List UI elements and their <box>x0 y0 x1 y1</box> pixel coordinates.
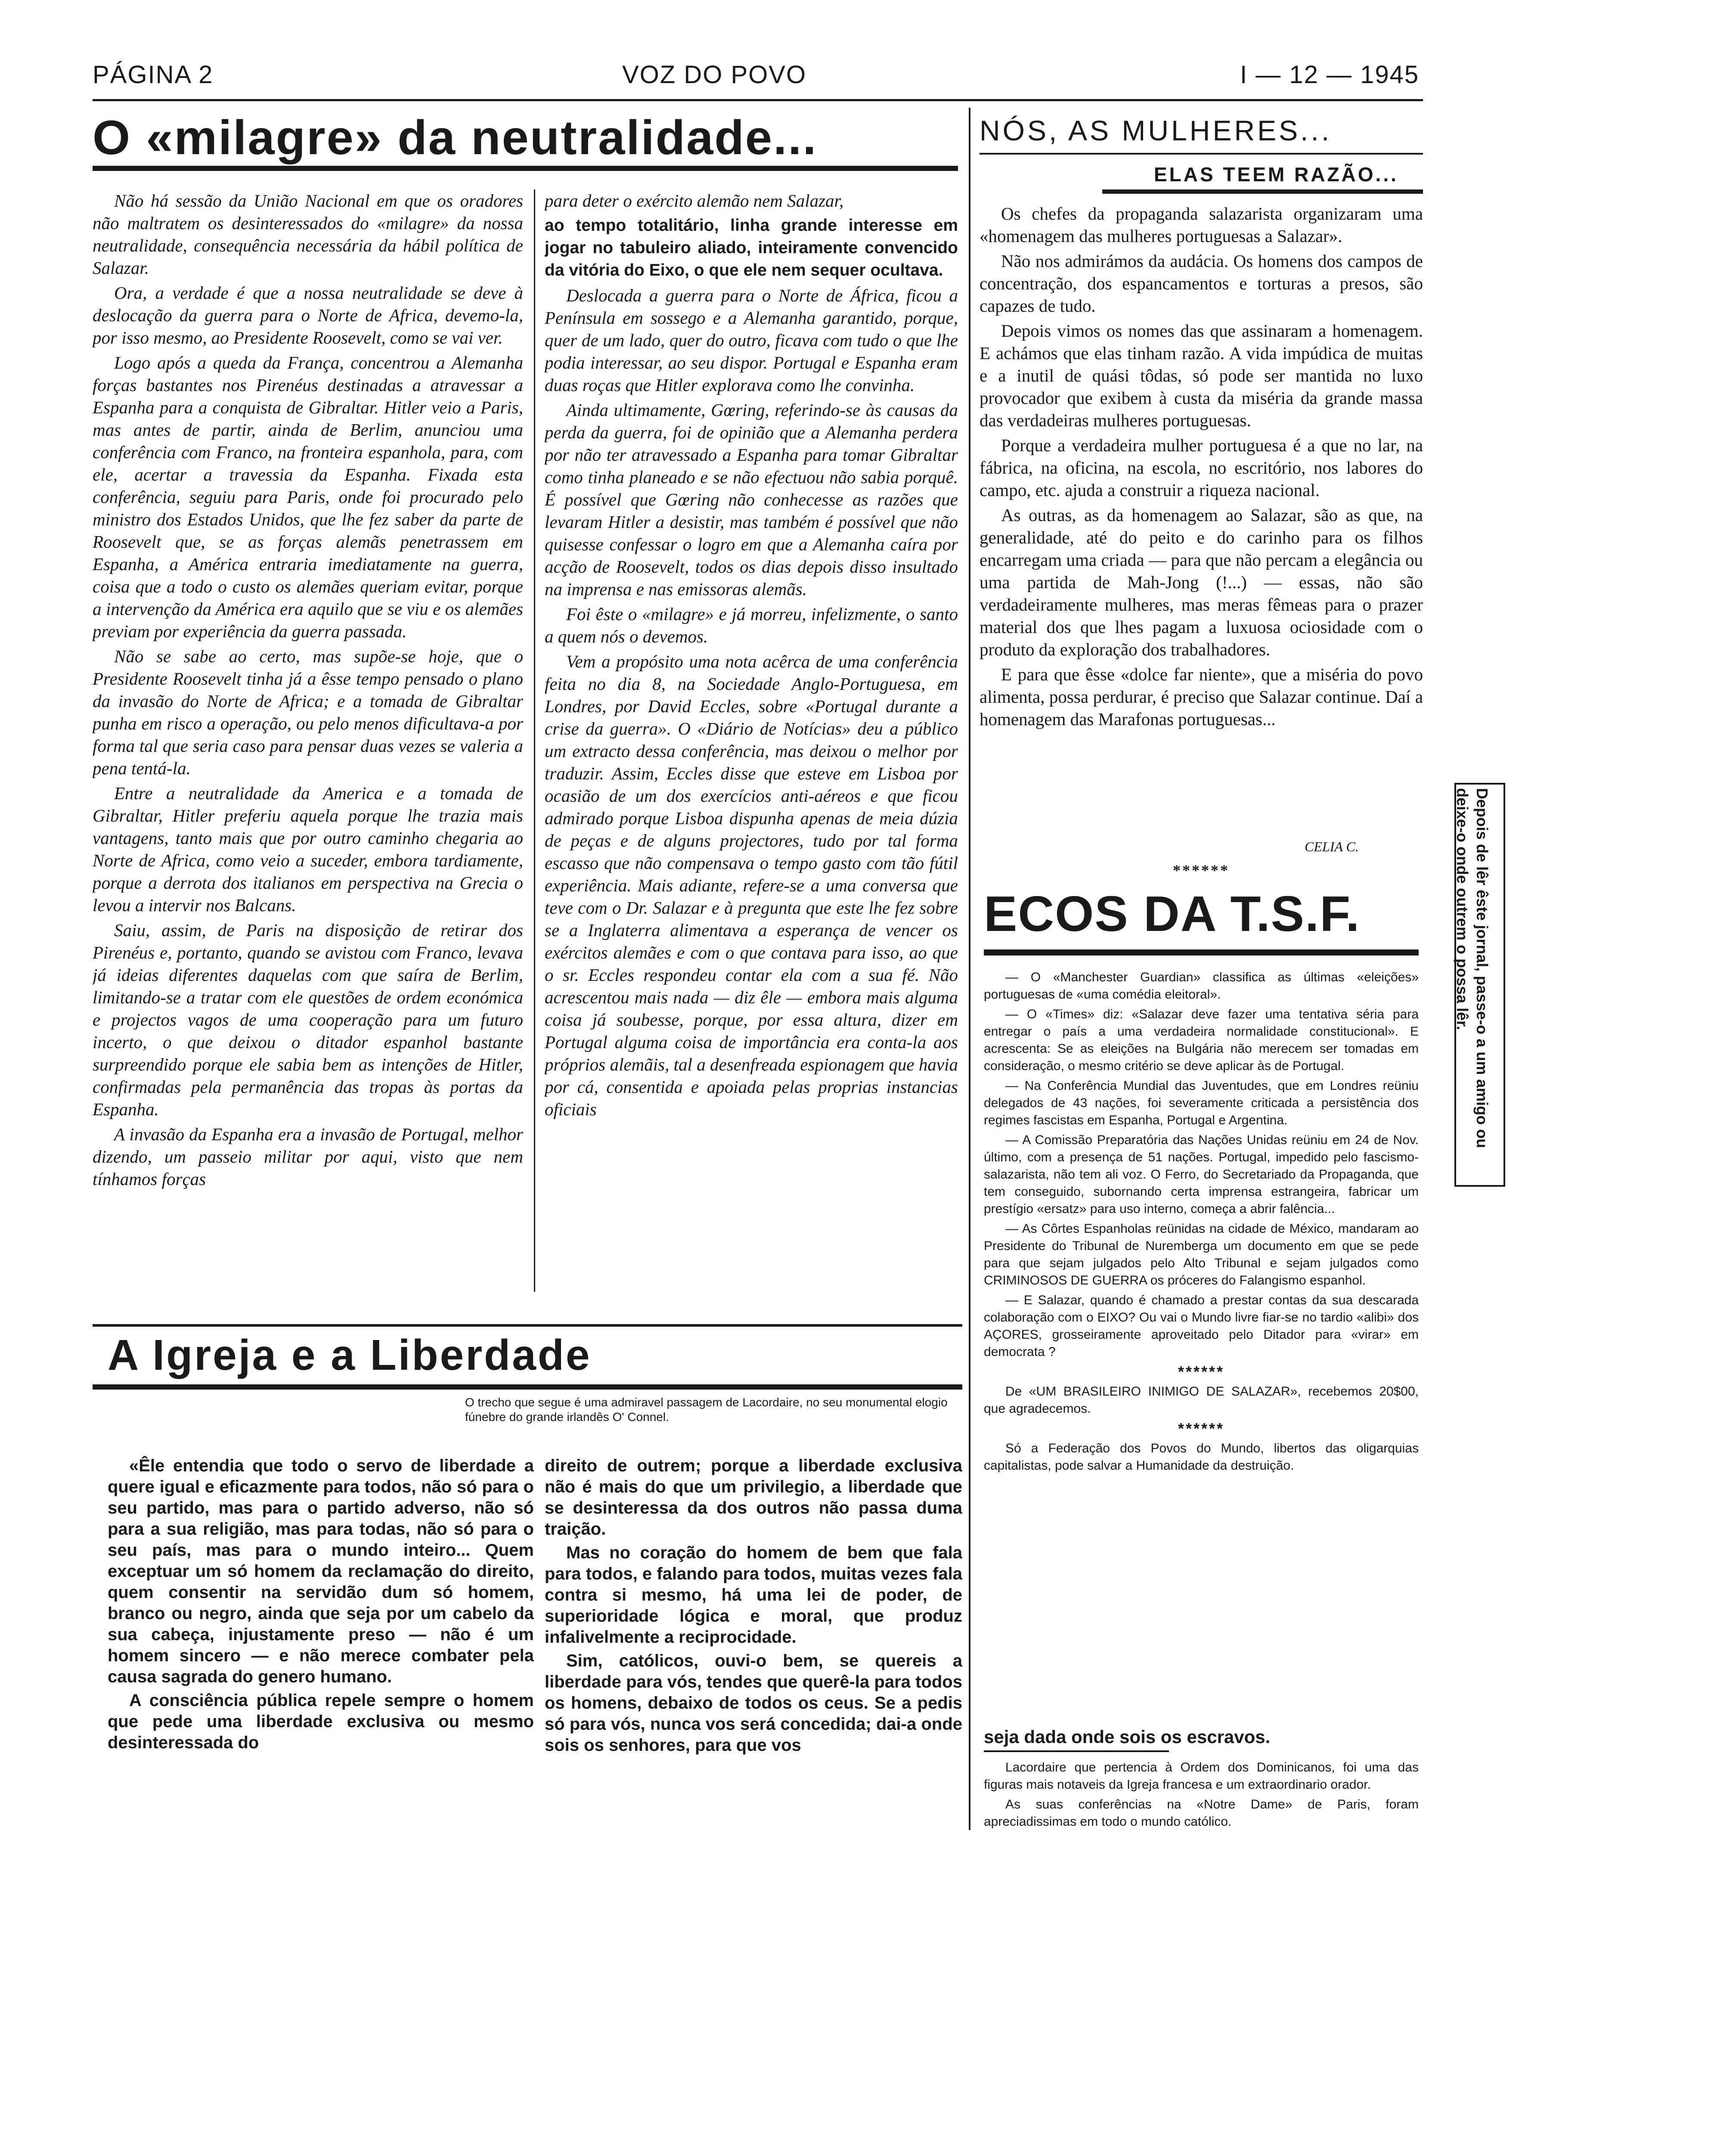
news-item: — E Salazar, quando é chamado a prestar contas da sua descarada colaboração com o EIXO? Ou vai o Mundo livre fiar-se no tardio «alibi» dos AÇORES, grosseiramente aproveitado pelo Ditador para «virar» em democrata ? <box>984 1293 1419 1359</box>
church-continuation: seja dada onde sois os escravos. <box>984 1727 1271 1747</box>
donation-note: De «UM BRASILEIRO INIMIGO DE SALAZAR», recebemos 20$00, que agradecemos. <box>984 1384 1419 1416</box>
neutrality-column-1 <box>93 189 523 1292</box>
paragraph: Não se sabe ao certo, mas supõe-se hoje, que o Presidente Roosevelt tinha já a êsse tempo pensado o plano da invasão do Norte de Africa; e a tomada de Gibraltar punha em risco a operação, ou pelo menos dificultava-a por forma tal que seria caso para pensar duas vezes se valeria a pena tentá-la. <box>93 646 523 778</box>
stars-divider: ****** <box>1178 1420 1225 1437</box>
women-headline: NÓS, AS MULHERES... <box>980 115 1332 146</box>
paragraph: Ainda ultimamente, Gœring, referindo-se às causas da perda da guerra, foi de opinião que a Alemanha perdera por não ter atravessado a Espanha para tomar Gibraltar como tinha planeado e se não efectuou não sabia porquê. É possível que Gœring não conhecesse as razões que levaram Hitler a desistir, mas também é possível que não quisesse confessar o logro em que a Alemanha caíra por acção de Roosevelt, todos os dias depois disso insultado na imprensa e nas emissoras alemãs. <box>545 400 958 599</box>
paragraph: Depois vimos os nomes das que assinaram a homenagem. E achámos que elas tinham razão. A vida impúdica de muitas e a inutil de quási tôdas, só pode ser mantida no luxo provocador que exibem à custa da miséria da grande massa das verdadeiras mulheres portuguesas. <box>980 321 1423 430</box>
header-rule <box>93 99 1423 101</box>
ecos-headline: ECOS DA T.S.F. <box>984 886 1361 942</box>
news-item: — Na Conferência Mundial das Juventudes, que em Londres reüniu delegados de 43 nações, foi severamente criticada a persistência dos regimes fascistas em Espanha, Portugal e Argentina. <box>984 1079 1419 1127</box>
paragraph: E para que êsse «dolce far niente», que a miséria do povo alimenta, possa perdurar, é preciso que Salazar continue. Daí a homenagem das Marafonas portuguesas... <box>980 664 1423 729</box>
paragraph: Não nos admirámos da audácia. Os homens dos campos de concentração, dos espancamentos e torturas a presos, são capazes de tudo. <box>980 251 1423 316</box>
paragraph: Vem a propósito uma nota acêrca de uma conferência feita no dia 8, na Sociedade Anglo-Portuguesa, em Londres, por David Eccles, sobre «Portugal durante a crise da guerra». O «Diário de Notícias» deu a público um extracto dessa conferência, mas deixou o melhor por traduzir. Assim, Eccles disse que esteve em Lisboa por ocasião de um dos exercícios anti-aéreos e que ficou admirado porque Lisboa dispunha apenas de meia dúzia de peças e de alguns projectores, tudo por tal forma escasso que não compensava o tempo gasto com tão fútil experiência. Mais adiante, refere-se a uma conversa que teve com o Dr. Salazar e à pregunta que este lhe fez sobre se a Inglaterra alimentava a esperança de vencer os exércitos alemães e com o que contava para isso, ao que o sr. Eccles respondeu contar ela com a sua fé. Não acrescentou mais nada — diz êle — embora mais alguma coisa já soubesse, porque, por essa altura, dizer em Portugal alguma coisa de importância era conta-la aos próprios alemãis, tal a desenfreada espionagem que havia por cá, consentida e apoiada pelas proprias instancias oficiais <box>545 651 958 1119</box>
paragraph: A consciência pública repele sempre o homem que pede uma liberdade exclusiva ou mesmo desinteressada do <box>108 1691 534 1752</box>
church-headline: A Igreja e a Liberdade <box>108 1331 592 1379</box>
paragraph: para deter o exército alemão nem Salazar, <box>545 191 844 211</box>
church-notes <box>984 1759 1419 1854</box>
paragraph: direito de outrem; porque a liberdade exclusiva não é mais do que um privilegio, a liberdade que se desinteressa da dos outros não passa duma traição. <box>545 1456 962 1539</box>
paragraph: Mas no coração do homem de bem que fala para todos, e falando para todos, muitas vezes fala contra si mesmo, há uma lei de poder, de superioridade lógica e moral, que produz infalivelmente a reciprocidade. <box>545 1543 962 1647</box>
paragraph: Entre a neutralidade da America e a tomada de Gibraltar, Hitler preferiu aquela porque lhe trazia mais vantagens, tanto mais que por outro caminho chegaria ao Norte de Africa, como veio a suceder, embora tardiamente, porque a derrota dos italianos em perspectiva na Grecia o levou a intervir nos Balcans. <box>93 783 523 915</box>
note: As suas conferências na «Notre Dame» de Paris, foram apreciadissimas em todo o mundo católico. <box>984 1797 1419 1829</box>
news-item: — As Côrtes Espanholas reünidas na cidade de México, mandaram ao Presidente do Tribunal de Nuremberga um documento em que se pede para que sejam julgados pelo Alto Tribunal e sejam julgados como CRIMINOSOS DE GUERRA os próceres do Falangismo espanhol. <box>984 1222 1419 1287</box>
stars-divider: ****** <box>1178 1363 1225 1381</box>
paragraph: Deslocada a guerra para o Norte de África, ficou a Península em sossego e a Alemanha garantido, porque, quer de um lado, quer do outro, ficava com tudo o que lhe podia interessar, ao seu dispor. Portugal e Espanha eram duas roças que Hitler explorava como lhe convinha. <box>545 285 958 395</box>
news-item: — O «Times» diz: «Salazar deve fazer uma tentativa séria para entregar o país a uma verdadeira normalidade constitucional». E acrescenta: Se as eleições na Bulgária não merecem ser tomadas em consideração, o mesmo critério se deve aplicar às de Portugal. <box>984 1007 1419 1073</box>
church-rule <box>93 1384 962 1390</box>
issue-date: I — 12 — 1945 <box>1240 61 1420 89</box>
column-divider <box>969 108 970 1830</box>
paragraph-bold: ao tempo totalitário, linha grande interesse em jogar no tabuleiro aliado, inteiramente convencido da vitória do Eixo, o que ele nem sequer ocultava. <box>545 216 958 279</box>
church-top-rule <box>93 1324 962 1327</box>
side-note: Depois de lêr êste jornal, passe-o a um amigo ou deixe-o onde outrem o possa lêr. <box>1454 788 1491 1148</box>
paragraph: Saiu, assim, de Paris na disposição de retirar dos Pirenéus e, portanto, quando se avistou com Franco, levava já ideias diferentes daquelas com que saíra de Berlim, limitando-se a tratar com ele questões de ordem económica e projectos vagos de uma cooperação para um futuro incerto, o que deixou o ditador espanhol bastante surpreendido porque ele sabia bem as intenções de Hitler, confirmadas pela permanência das tropas às portas da Espanha. <box>93 920 523 1119</box>
women-body <box>980 202 1423 818</box>
church-column-1 <box>108 1455 534 1843</box>
news-item: — O «Manchester Guardian» classifica as últimas «eleições» portuguesas de «uma comédia eleitoral». <box>984 970 1419 1002</box>
paragraph: Porque a verdadeira mulher portuguesa é a que no lar, na fábrica, na oficina, na escola, no escritório, nos labores do campo, etc. ajuda a construir a riqueza nacional. <box>980 435 1423 500</box>
paragraph: Foi êste o «milagre» e já morreu, infelizmente, o santo a quem nós o devemos. <box>545 604 958 646</box>
page-header <box>93 60 1423 101</box>
women-subrule <box>1102 189 1423 194</box>
church-continuation-rule <box>984 1750 1169 1752</box>
paragraph: Ora, a verdade é que a nossa neutralidade se deve à deslocação da guerra para o Norte de Africa, devemo-la, por isso mesmo, ao Presidente Roosevelt, como se vai ver. <box>93 283 523 347</box>
paragraph: A invasão da Espanha era a invasão de Portugal, melhor dizendo, um passeio militar por aqui, visto que nem tínhamos forças <box>93 1124 523 1189</box>
ecos-rule <box>984 949 1419 956</box>
federation-note: Só a Federação dos Povos do Mundo, libertos das oligarquias capitalistas, pode salvar a Humanidade da destruição. <box>984 1441 1419 1473</box>
column-divider <box>534 189 535 1292</box>
paragraph: Os chefes da propaganda salazarista organizaram uma «homenagem das mulheres portuguesas a Salazar». <box>980 204 1423 246</box>
neutrality-rule <box>93 166 958 171</box>
stars-divider: ****** <box>1173 862 1230 879</box>
page-label: PÁGINA 2 <box>93 61 214 89</box>
note: Lacordaire que pertencia à Ordem dos Dominicanos, foi uma das figuras mais notaveis da Igreja francesa e um extraordinario orador. <box>984 1760 1419 1792</box>
church-column-2 <box>545 1455 962 1843</box>
paragraph: Não há sessão da União Nacional em que os oradores não maltratem os desinteressados do «milagre» da nossa neutralidade, consequência necessária da hábil política de Salazar. <box>93 191 523 278</box>
church-intro-note: O trecho que segue é uma admiravel passagem de Lacordaire, no seu monumental elogio fúnebre do grande irlandês O' Connel. <box>465 1396 948 1424</box>
neutrality-headline: O «milagre» da neutralidade... <box>93 111 818 164</box>
news-item: — A Comissão Preparatória das Nações Unidas reüniu em 24 de Nov. último, com a presença de 51 nações. Portugal, impedido pelo fascismo-salazarista, não tem ali voz. O Ferro, do Secretariado da Propaganda, que tem conseguido, subornando certa imprensa estrangeira, fabricar um prestígio «ersatz» para uso interno, começa a abrir falência... <box>984 1133 1419 1216</box>
women-subtitle: ELAS TEEM RAZÃO... <box>1154 163 1398 186</box>
paragraph: Logo após a queda da França, concentrou a Alemanha forças bastantes nos Pirenéus destinadas a atravessar a Espanha para a conquista de Gibraltar. Hitler veio a Paris, mas antes de partir, ainda de Berlim, anunciou uma conferência com Franco, na fronteira espanhola, para, com ele, acertar a travessia da Espanha. Fixada esta conferência, seguiu para Paris, onde foi procurado pelo ministro dos Estados Unidos, que lhe fez saber da parte de Roosevelt que, se as forças alemãs penetrassem em Espanha, a América entraria imediatamente na guerra, coisa que a todo o custo os alemães queriam evitar, porque a intervenção da América era aquilo que se viu e os alemães previam por experiência da guerra passada. <box>93 353 523 641</box>
paper-name: VOZ DO POVO <box>622 61 807 89</box>
women-rule <box>980 153 1423 155</box>
ecos-body <box>984 969 1419 1666</box>
paragraph: As outras, as da homenagem ao Salazar, são as que, na generalidade, até do peito e do carinho para os filhos encarregam uma criada — para que não percam a elegância ou uma partida de Mah-Jong (!...) — essas, não são verdadeiramente mulheres, mas meras fêmeas para o prazer material dos que lhes pagam a luxuosa ociosidade com o produto da exploração dos trabalhadores. <box>980 505 1423 659</box>
paragraph: Sim, católicos, ouvi-o bem, se quereis a liberdade para vós, tendes que querê-la para todos os homens, debaixo de todos os ceus. Se a pedis só para vós, nunca vos será concedida; dai-a onde sois os senhores, para que vos <box>545 1651 962 1755</box>
neutrality-column-2 <box>545 189 958 1292</box>
paragraph: «Êle entendia que todo o servo de liberdade a quere igual e eficazmente para todos, não só para o seu partido, mas para o partido adverso, não só para a sua religião, mas para todas, não só para o seu país, mas para o mundo inteiro... Quem exceptuar um só homem da reclamação do direito, quem consentir na servidão dum só homem, branco ou negro, ainda que seja por um cabelo da sua cabeça, injustamente preso — não é um homem sincero — e não merece combater pela causa sagrada do genero humano. <box>108 1456 534 1686</box>
signature: CELIA C. <box>1305 839 1359 854</box>
